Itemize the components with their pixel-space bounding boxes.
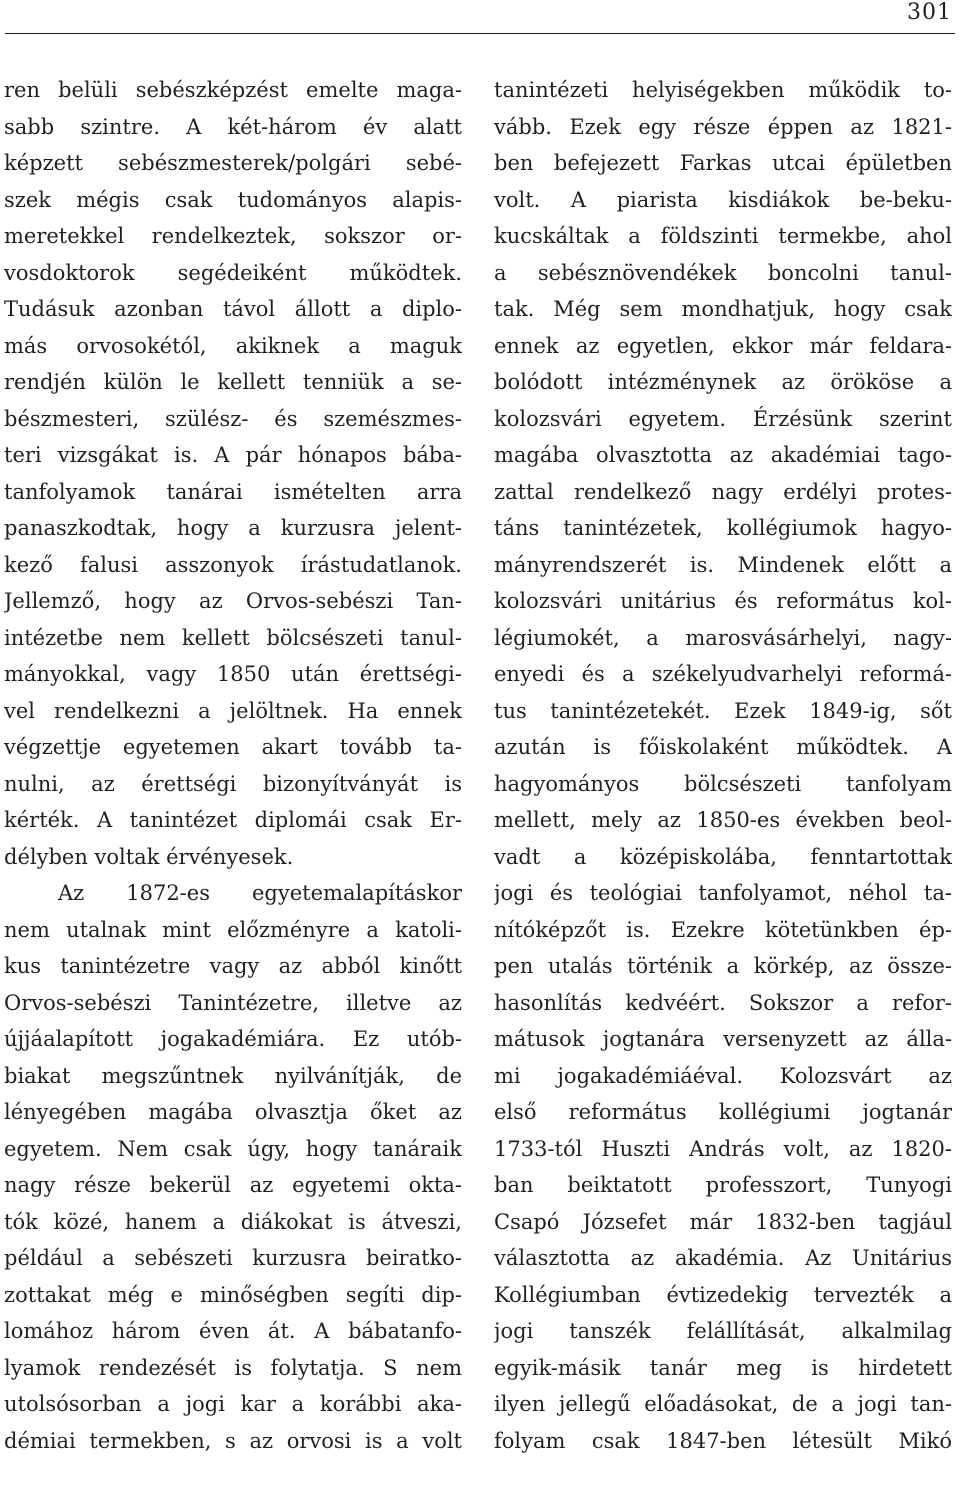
text-line: nulni, az érettségi bizonyítványát is (4, 771, 462, 796)
text-line: nítóképzőt is. Ezekre kötetünkben ép- (494, 917, 952, 942)
text-line: nagy része bekerül az egyetemi okta- (4, 1173, 462, 1197)
text-line: bészmesteri, szülész- és szemészmes- (4, 406, 462, 431)
text-line: tók közé, hanem a diákokat is átveszi, (4, 1209, 462, 1234)
text-line: mátusok jogtanára versenyzett az álla- (494, 1027, 952, 1051)
text-line: vább. Ezek egy része éppen az 1821- (494, 114, 952, 139)
text-line: azután is főiskolaként működtek. A (494, 735, 952, 759)
text-line: mellett, mely az 1850-es években beol- (494, 808, 952, 832)
text-line: volt. A piarista kisdiákok be-beku- (494, 187, 952, 212)
text-line: zottakat még e minőségben segíti dip- (4, 1282, 462, 1307)
text-line: vel rendelkezni a jelöltnek. Ha ennek (4, 698, 462, 723)
text-line: panaszkodtak, hogy a kurzusra jelent- (4, 516, 462, 540)
text-line: tanintézeti helyiségekben működik to- (494, 78, 952, 102)
text-line: kérték. A tanintézet diplomái csak Er- (4, 808, 462, 832)
text-line: rendjén külön le kellett tenniük a se- (4, 370, 462, 394)
text-line: biakat megszűntnek nyilvánítják, de (4, 1063, 462, 1088)
text-line: démiai termekben, s az orvosi is a volt (4, 1428, 462, 1453)
text-line: Kollégiumban évtizedekig tervezték a (494, 1282, 952, 1307)
text-line: Orvos-sebészi Tanintézetre, illetve az (4, 990, 462, 1015)
text-line: teri vizsgákat is. A pár hónapos bába- (4, 443, 462, 467)
text-line: kolozsvári egyetem. Érzésünk szerint (494, 406, 952, 431)
text-line: jogi és teológiai tanfolyamot, néhol ta- (494, 881, 952, 905)
text-line: bolódott intézménynek az örököse a (494, 370, 952, 394)
text-line: szek mégis csak tudományos alapis- (4, 187, 462, 212)
page-number: 301 (907, 0, 952, 25)
left-column (4, 72, 462, 1459)
text-line: Jellemző, hogy az Orvos-sebészi Tan- (4, 589, 462, 613)
text-line: tak. Még sem mondhatjuk, hogy csak (494, 297, 952, 321)
text-line: ben befejezett Farkas utcai épületben (494, 151, 952, 175)
text-line: újjáalapított jogakadémiára. Ez utób- (4, 1027, 462, 1051)
text-line: egyetem. Nem csak úgy, hogy tanáraik (4, 1136, 462, 1161)
text-line: vadt a középiskolába, fenntartottak (494, 844, 952, 869)
text-line: egyik-másik tanár meg is hirdetett (494, 1355, 952, 1380)
text-line: más orvosokétól, akiknek a maguk (4, 333, 462, 358)
text-line: hasonlítás kedvéért. Sokszor a refor- (494, 990, 952, 1015)
text-line: lyamok rendezését is folytatja. S nem (4, 1355, 462, 1380)
text-line: zattal rendelkező nagy erdélyi protes- (494, 479, 952, 504)
text-line: vosdoktorok segédeiként működtek. (4, 260, 462, 285)
text-line: meretekkel rendelkeztek, sokszor or- (4, 224, 462, 248)
text-line: utolsósorban a jogi kar a korábbi aka- (4, 1392, 462, 1416)
text-line: képzett sebészmesterek/polgári sebé- (4, 151, 462, 175)
text-line: légiumokét, a marosvásárhelyi, nagy- (494, 625, 952, 650)
text-line: sabb szintre. A két-három év alatt (4, 114, 462, 139)
text-line: magába olvasztotta az akadémiai tago- (494, 443, 952, 467)
text-line: Csapó Józsefet már 1832-ben tagjául (494, 1209, 952, 1234)
text-line: választotta az akadémia. Az Unitárius (494, 1246, 952, 1270)
text-line: nem utalnak mint előzményre a katoli- (4, 917, 462, 942)
text-line: mi jogakadémiáéval. Kolozsvárt az (494, 1063, 952, 1088)
text-line: Az 1872-es egyetemalapításkor (58, 881, 462, 905)
text-line: kező falusi asszonyok írástudatlanok. (4, 552, 462, 577)
text-line: ren belüli sebészképzést emelte maga- (4, 78, 462, 102)
text-line: kolozsvári unitárius és református kol- (494, 589, 952, 613)
text-line: lomához három éven át. A bábatanfo- (4, 1319, 462, 1343)
text-line: délyben voltak érvényesek. (4, 844, 294, 869)
text-line: tus tanintézetekét. Ezek 1849-ig, sőt (494, 698, 952, 723)
text-line: tanfolyamok tanárai ismételten arra (4, 479, 462, 504)
text-line: végzettje egyetemen akart tovább ta- (4, 735, 462, 759)
text-line: jogi tanszék felállítását, alkalmilag (494, 1319, 952, 1343)
text-line: hagyományos bölcsészeti tanfolyam (494, 771, 952, 796)
text-line: mányrendszerét is. Mindenek előtt a (494, 552, 952, 577)
text-line: kus tanintézetre vagy az abból kinőtt (4, 954, 462, 978)
text-line: pen utalás történik a körkép, az össze- (494, 954, 952, 978)
text-line: a sebésznövendékek boncolni tanul- (494, 260, 952, 285)
text-line: lényegében magába olvasztja őket az (4, 1100, 462, 1124)
text-line: táns tanintézetek, kollégiumok hagyo- (494, 516, 952, 540)
text-line: ennek az egyetlen, ekkor már feldara- (494, 333, 952, 358)
text-line: például a sebészeti kurzusra beiratko- (4, 1246, 462, 1270)
text-line: 1733-tól Huszti András volt, az 1820- (494, 1136, 952, 1161)
text-line: mányokkal, vagy 1850 után érettségi- (4, 662, 462, 686)
text-line: enyedi és a székelyudvarhelyi reformá- (494, 662, 952, 686)
text-line: ban beiktatott professzort, Tunyogi (494, 1173, 952, 1197)
header-rule (5, 33, 955, 34)
text-line: folyam csak 1847-ben létesült Mikó (494, 1428, 952, 1453)
text-line: ilyen jellegű előadásokat, de a jogi tan- (494, 1392, 952, 1416)
text-line: Tudásuk azonban távol állott a diplo- (4, 297, 462, 321)
right-column (494, 72, 952, 1459)
text-line: kucskáltak a földszinti termekbe, ahol (494, 224, 952, 248)
text-line: első református kollégiumi jogtanár (494, 1100, 952, 1124)
text-line: intézetbe nem kellett bölcsészeti tanul- (4, 625, 462, 650)
